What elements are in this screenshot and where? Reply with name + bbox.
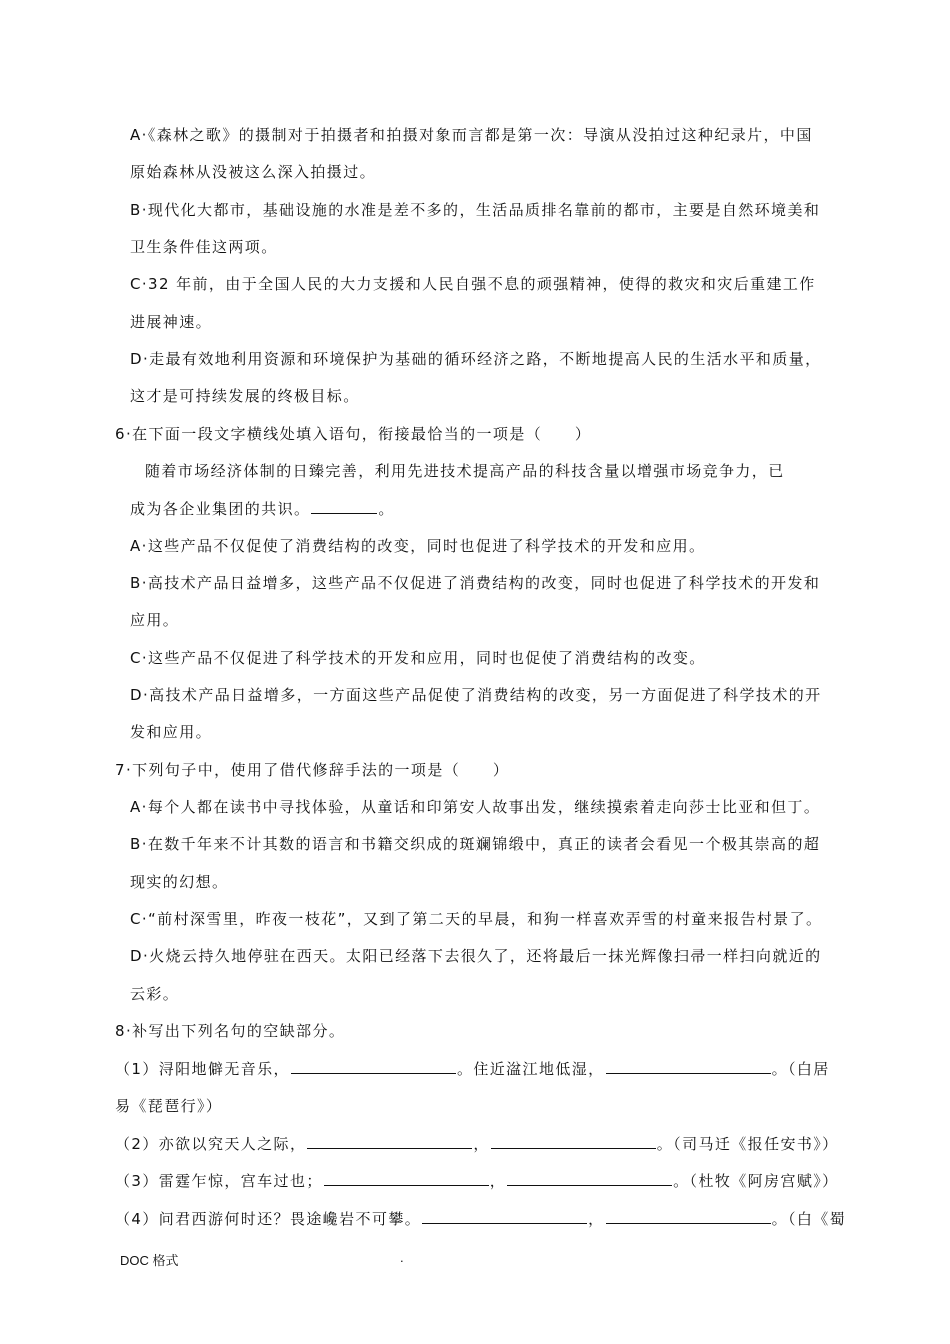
footer-dot: . (400, 1250, 404, 1265)
q8-item-4-source: 。（白《蜀 (771, 1210, 847, 1228)
q8-item-2-blank-1[interactable] (307, 1133, 472, 1149)
q5-option-a-line1: A·《森林之歌》的摄制对于拍摄者和拍摄对象而言都是第一次：导演从没拍过这种纪录片，中国 (130, 126, 813, 144)
q8-item-3-blank-1[interactable] (324, 1170, 489, 1186)
q7-option-c: C·“前村深雪里，昨夜一枝花”，又到了第二天的早晨，和狗一样喜欢弄雪的村童来报告村景了。 (130, 910, 823, 928)
q6-option-a: A·这些产品不仅促使了消费结构的改变，同时也促进了科学技术的开发和应用。 (130, 537, 706, 555)
q7-option-a: A·每个人都在读书中寻找体验，从童话和印第安人故事出发，继续摸索着走向莎士比亚和但丁。 (130, 798, 821, 816)
q7-option-d-line1: D·火烧云持久地停驻在西天。太阳已经落下去很久了，还将最后一抹光辉像扫帚一样扫向就近的 (130, 947, 822, 965)
q5-option-b-line1: B·现代化大都市，基础设施的水准是差不多的，生活品质排名靠前的都市，主要是自然环境美和 (130, 201, 821, 219)
q6-option-b-line1: B·高技术产品日益增多，这些产品不仅促进了消费结构的改变，同时也促进了科学技术的开发和 (130, 574, 821, 592)
q6-option-b-line2: 应用。 (130, 611, 180, 629)
q8-item-4-blank-2[interactable] (606, 1208, 771, 1224)
q8-item-4 (115, 1208, 846, 1229)
q8-item-1 (115, 1058, 830, 1079)
q8-item-1-blank-1[interactable] (291, 1058, 456, 1074)
footer-format-label: DOC 格式 (120, 1253, 179, 1268)
q8-item-3-mid: ， (489, 1172, 507, 1190)
q8-item-4-blank-1[interactable] (422, 1208, 587, 1224)
q8-item-4-text: （4）问君西游何时还？畏途巉岩不可攀。 (115, 1210, 422, 1228)
q5-option-d-line2: 这才是可持续发展的终极目标。 (130, 387, 360, 405)
q8-item-1-source: 。（白居 (771, 1060, 830, 1078)
q8-item-2-text: （2）亦欲以究天人之际， (115, 1135, 307, 1153)
q8-item-3 (115, 1170, 839, 1191)
q7-option-d-line2: 云彩。 (130, 985, 180, 1003)
q8-item-1-blank-2[interactable] (606, 1058, 771, 1074)
q8-item-1-text: （1）浔阳地僻无音乐， (115, 1060, 290, 1078)
q5-option-a-line2: 原始森林从没被这么深入拍摄过。 (130, 163, 377, 181)
q8-item-2-source: 。（司马迁《报任安书》） (656, 1135, 839, 1153)
q8-item-2-mid: ， (473, 1135, 490, 1153)
q6-passage-line2 (130, 498, 395, 519)
q6-passage-text: 成为各企业集团的共识。 (130, 500, 311, 518)
q8-item-2 (115, 1133, 839, 1154)
q7-option-b-line2: 现实的幻想。 (130, 873, 229, 891)
q8-item-3-source: 。（杜牧《阿房宫赋》） (673, 1172, 839, 1190)
q7-stem: 7·下列句子中，使用了借代修辞手法的一项是（ ） (115, 761, 510, 779)
q6-option-d-line2: 发和应用。 (130, 723, 213, 741)
q8-item-1-mid: 。住近湓江地低湿， (456, 1060, 605, 1078)
q5-option-c-line2: 进展神速。 (130, 313, 213, 331)
q6-answer-blank[interactable] (311, 498, 377, 514)
q8-item-2-blank-2[interactable] (491, 1133, 656, 1149)
q6-stem: 6·在下面一段文字横线处填入语句，衔接最恰当的一项是（ ） (115, 425, 592, 443)
q7-option-b-line1: B·在数千年来不计其数的语言和书籍交织成的斑斓锦缎中，真正的读者会看见一个极其崇高的超 (130, 835, 821, 853)
q8-item-1-line2: 易《琵琶行》） (115, 1097, 223, 1115)
q5-option-b-line2: 卫生条件佳这两项。 (130, 238, 278, 256)
q6-option-c: C·这些产品不仅促进了科学技术的开发和应用，同时也促使了消费结构的改变。 (130, 649, 706, 667)
q6-passage-line1: 随着市场经济体制的日臻完善，利用先进技术提高产品的科技含量以增强市场竞争力，已 (145, 462, 785, 480)
q5-option-c-line1: C·32 年前，由于全国人民的大力支援和人民自强不息的顽强精神，使得的救灾和灾后重建工作 (130, 275, 816, 293)
q8-item-3-text: （3）雷霆乍惊，宫车过也； (115, 1172, 323, 1190)
q8-stem: 8·补写出下列名句的空缺部分。 (115, 1022, 346, 1040)
q8-item-3-blank-2[interactable] (507, 1170, 672, 1186)
q8-item-4-mid: ， (588, 1210, 605, 1228)
q6-passage-end: 。 (378, 500, 395, 518)
q5-option-d-line1: D·走最有效地利用资源和环境保护为基础的循环经济之路，不断地提高人民的生活水平和质量， (130, 350, 822, 368)
q6-option-d-line1: D·高技术产品日益增多，一方面这些产品促使了消费结构的改变，另一方面促进了科学技术的开 (130, 686, 822, 704)
